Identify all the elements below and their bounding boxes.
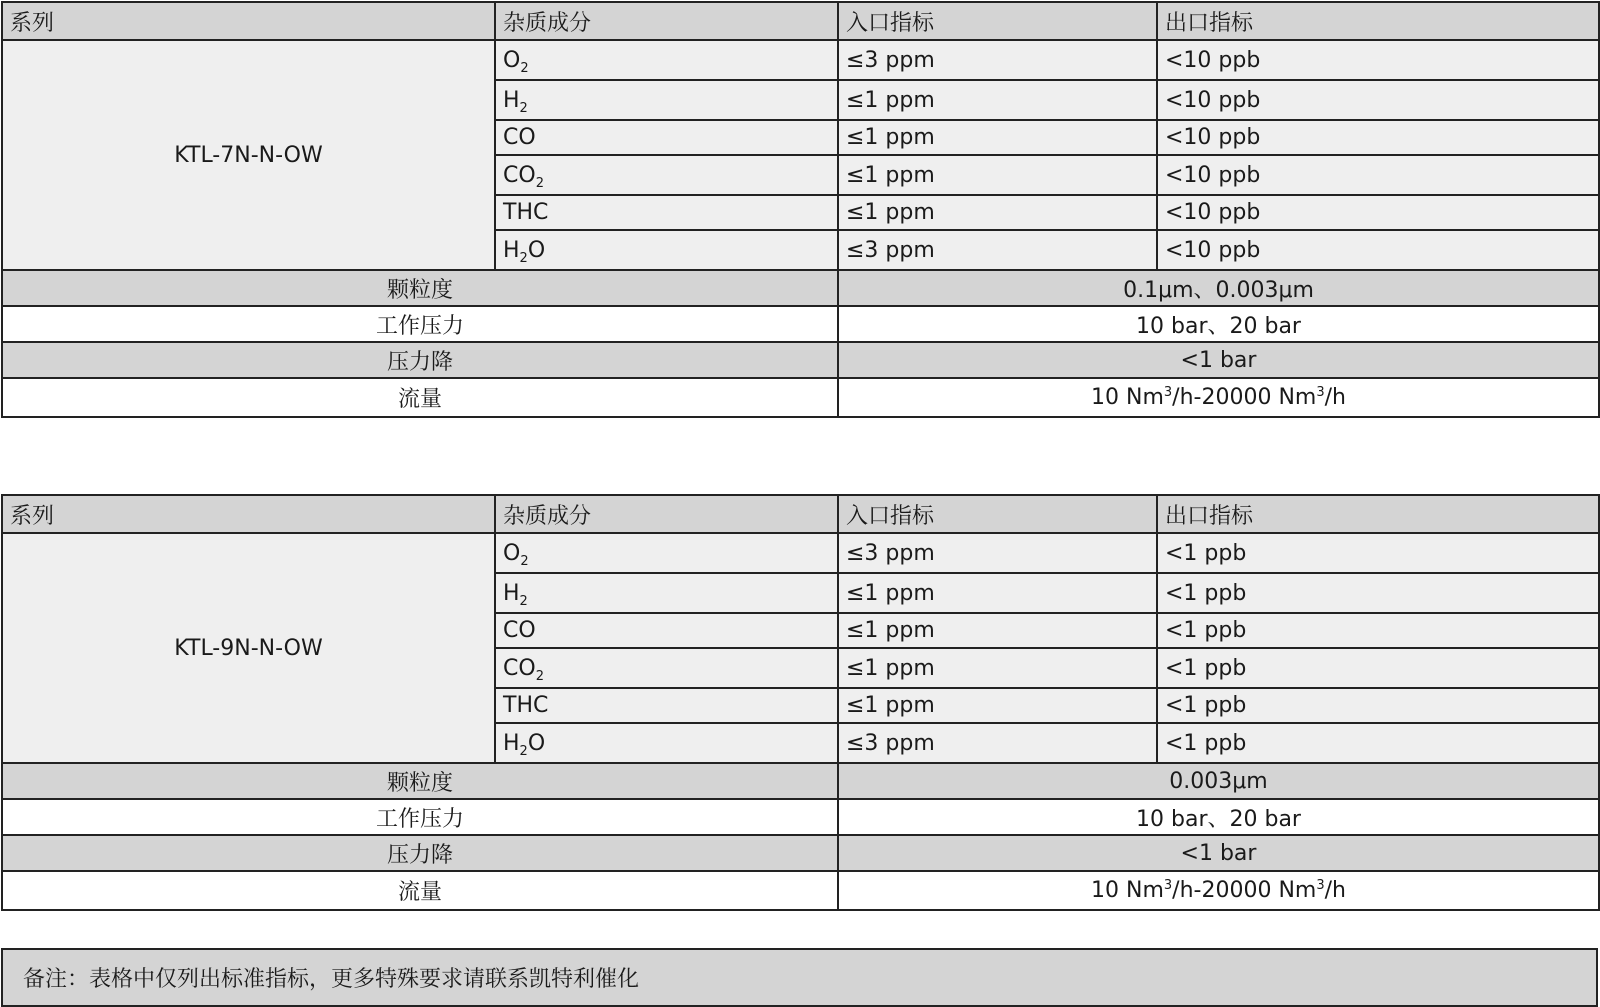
inlet-value: ≤1 ppm: [838, 648, 1157, 688]
pressure-row: [2, 306, 1599, 342]
pressure-drop-value: <1 bar: [838, 835, 1599, 871]
header-impurity: 杂质成分: [495, 495, 838, 533]
pressure-drop-row: [2, 342, 1599, 378]
outlet-value: <10 ppb: [1157, 120, 1599, 155]
impurity-name: $H_2O$: [495, 723, 838, 763]
flow-label: 流量: [2, 871, 838, 910]
inlet-value: ≤1 ppm: [838, 80, 1157, 120]
pressure-drop-value: <1 bar: [838, 342, 1599, 378]
impurity-name: THC: [495, 195, 838, 230]
spec-table-7n: [1, 1, 1600, 418]
outlet-value: <10 ppb: [1157, 80, 1599, 120]
particle-row: [2, 270, 1599, 306]
particle-row: [2, 763, 1599, 799]
particle-value: 0.003μm: [838, 763, 1599, 799]
table-row: [2, 40, 1599, 80]
header-inlet: 入口指标: [838, 2, 1157, 40]
outlet-value: <10 ppb: [1157, 230, 1599, 270]
impurity-name: $CO_2$: [495, 155, 838, 195]
flow-row: [2, 378, 1599, 417]
outlet-value: <10 ppb: [1157, 155, 1599, 195]
pressure-value: 10 bar、20 bar: [838, 799, 1599, 835]
footnote: [1, 948, 1598, 1007]
impurity-name: $O_2$: [495, 40, 838, 80]
flow-value: 10 Nm$^3$/h-20000 Nm$^3$/h: [838, 871, 1599, 910]
outlet-value: <1 ppb: [1157, 688, 1599, 723]
outlet-value: <1 ppb: [1157, 613, 1599, 648]
outlet-value: <10 ppb: [1157, 40, 1599, 80]
flow-row: [2, 871, 1599, 910]
impurity-name: CO: [495, 613, 838, 648]
inlet-value: ≤3 ppm: [838, 40, 1157, 80]
outlet-value: <10 ppb: [1157, 195, 1599, 230]
impurity-name: $H_2$: [495, 573, 838, 613]
inlet-value: ≤1 ppm: [838, 573, 1157, 613]
header-inlet: 入口指标: [838, 495, 1157, 533]
inlet-value: ≤1 ppm: [838, 155, 1157, 195]
impurity-name: $CO_2$: [495, 648, 838, 688]
series-name: KTL-7N-N-OW: [2, 40, 495, 270]
flow-value: 10 Nm$^3$/h-20000 Nm$^3$/h: [838, 378, 1599, 417]
particle-label: 颗粒度: [2, 763, 838, 799]
inlet-value: ≤3 ppm: [838, 230, 1157, 270]
table-row: [2, 533, 1599, 573]
pressure-row: [2, 799, 1599, 835]
inlet-value: ≤1 ppm: [838, 688, 1157, 723]
pressure-drop-label: 压力降: [2, 342, 838, 378]
flow-label: 流量: [2, 378, 838, 417]
outlet-value: <1 ppb: [1157, 573, 1599, 613]
inlet-value: ≤1 ppm: [838, 613, 1157, 648]
particle-label: 颗粒度: [2, 270, 838, 306]
spec-table-9n: [1, 494, 1600, 911]
table-header-row: [2, 2, 1599, 40]
header-outlet: 出口指标: [1157, 2, 1599, 40]
header-series: 系列: [2, 2, 495, 40]
pressure-label: 工作压力: [2, 306, 838, 342]
pressure-drop-row: [2, 835, 1599, 871]
inlet-value: ≤1 ppm: [838, 120, 1157, 155]
header-outlet: 出口指标: [1157, 495, 1599, 533]
impurity-name: THC: [495, 688, 838, 723]
header-series: 系列: [2, 495, 495, 533]
impurity-name: $O_2$: [495, 533, 838, 573]
outlet-value: <1 ppb: [1157, 723, 1599, 763]
footnote-text: 备注：表格中仅列出标准指标，更多特殊要求请联系凯特利催化: [23, 967, 640, 992]
header-impurity: 杂质成分: [495, 2, 838, 40]
outlet-value: <1 ppb: [1157, 533, 1599, 573]
impurity-name: $H_2O$: [495, 230, 838, 270]
inlet-value: ≤3 ppm: [838, 533, 1157, 573]
inlet-value: ≤1 ppm: [838, 195, 1157, 230]
outlet-value: <1 ppb: [1157, 648, 1599, 688]
table-header-row: [2, 495, 1599, 533]
pressure-label: 工作压力: [2, 799, 838, 835]
impurity-name: $H_2$: [495, 80, 838, 120]
particle-value: 0.1μm、0.003μm: [838, 270, 1599, 306]
impurity-name: CO: [495, 120, 838, 155]
inlet-value: ≤3 ppm: [838, 723, 1157, 763]
pressure-value: 10 bar、20 bar: [838, 306, 1599, 342]
pressure-drop-label: 压力降: [2, 835, 838, 871]
series-name: KTL-9N-N-OW: [2, 533, 495, 763]
